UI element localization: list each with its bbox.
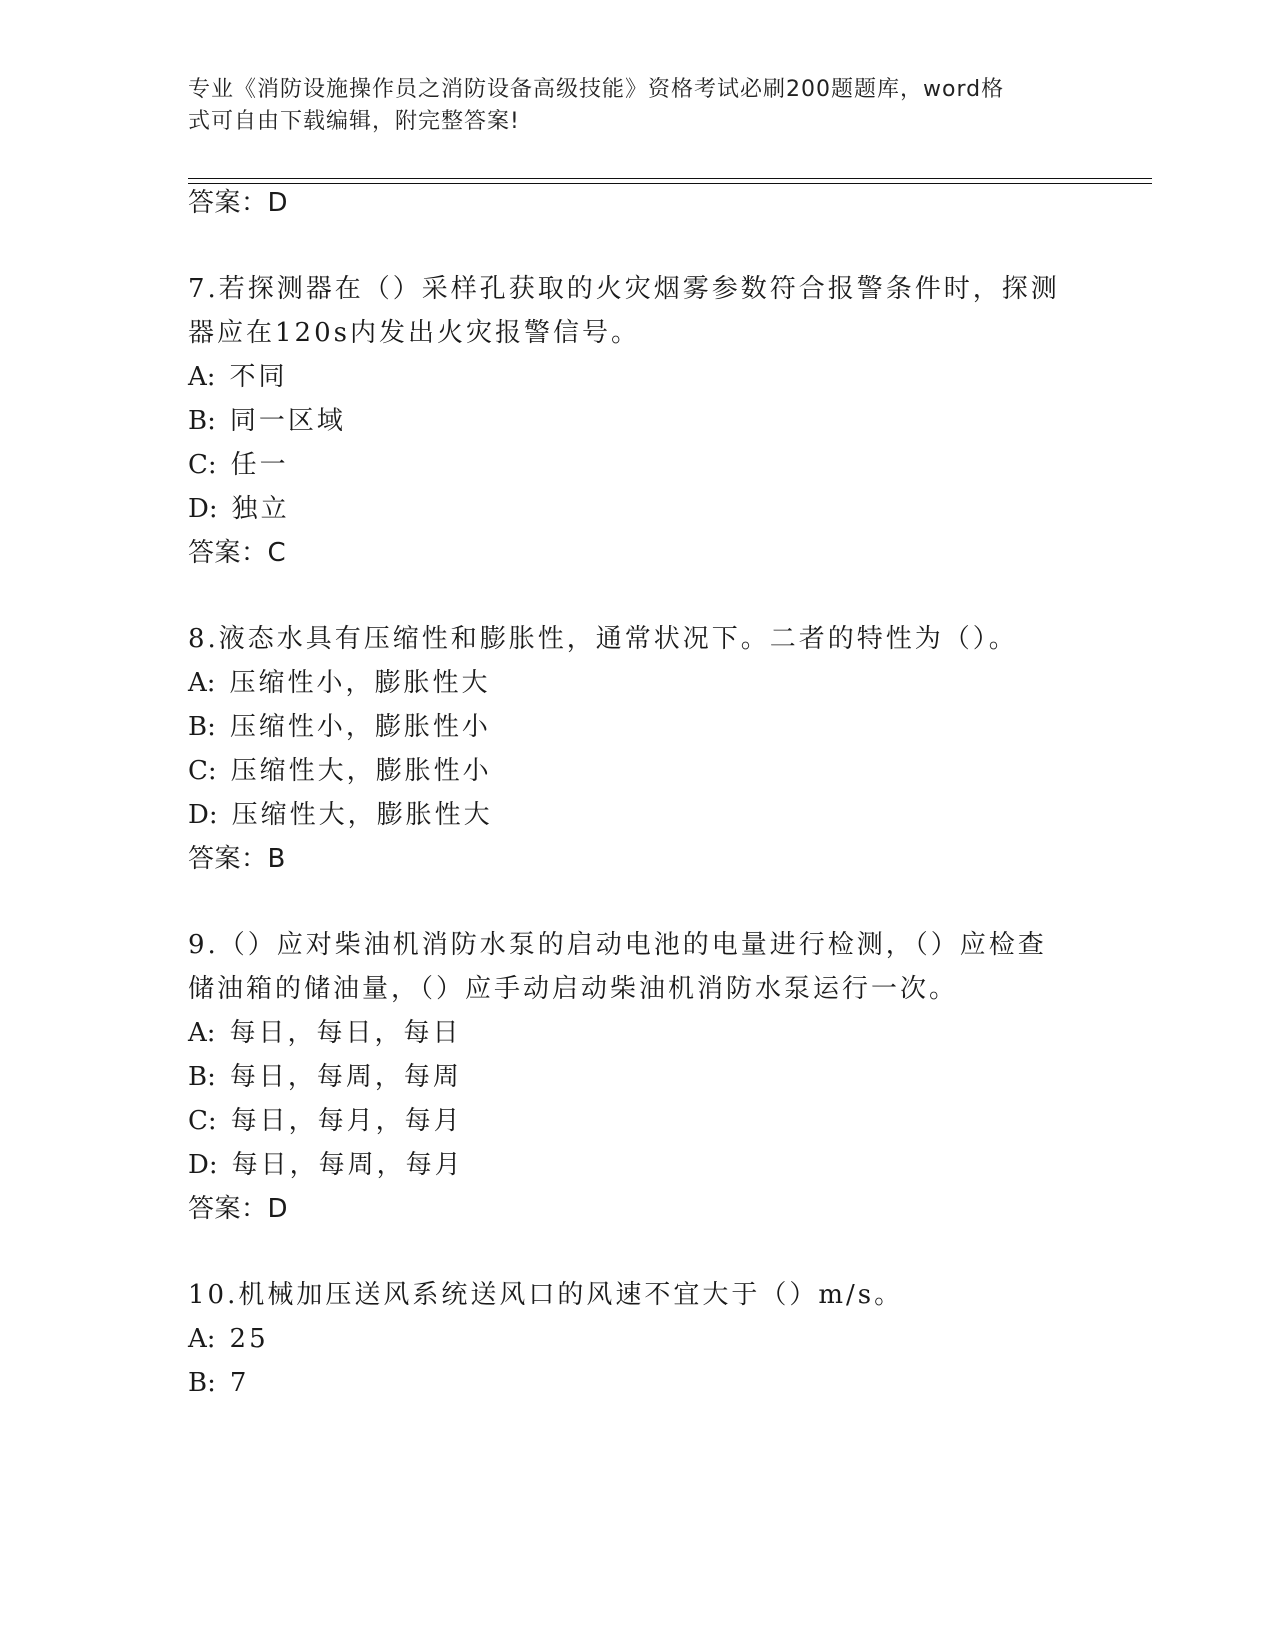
option-letter: C: bbox=[188, 756, 217, 786]
question-10-stem-line-1: 10.机械加压送风系统送风口的风速不宜大于（）m/s。 bbox=[188, 1280, 904, 1310]
question-9-answer: 答案：D bbox=[188, 1194, 289, 1224]
option-text: 每日，每月，每月 bbox=[230, 1106, 463, 1136]
option-letter: A: bbox=[188, 362, 216, 392]
option-text: 25 bbox=[229, 1324, 269, 1354]
option-text: 同一区域 bbox=[229, 406, 346, 436]
question-8-answer: 答案：B bbox=[188, 844, 286, 874]
option-letter: B: bbox=[188, 1062, 216, 1092]
question-9-option-b bbox=[188, 1060, 462, 1094]
question-7-stem-line-2: 器应在120s内发出火灾报警信号。 bbox=[188, 318, 640, 348]
question-8-stem-line-1: 8.液态水具有压缩性和膨胀性，通常状况下。二者的特性为（）。 bbox=[188, 624, 1018, 654]
option-text: 7 bbox=[229, 1368, 250, 1398]
option-text: 压缩性大，膨胀性小 bbox=[230, 756, 492, 786]
option-text: 压缩性小，膨胀性大 bbox=[229, 668, 491, 698]
header-rule-top bbox=[188, 178, 1152, 179]
question-8-option-a bbox=[188, 666, 491, 700]
question-9-option-a bbox=[188, 1016, 462, 1050]
question-10-option-b bbox=[188, 1366, 249, 1400]
question-9-option-c bbox=[188, 1104, 463, 1138]
option-text: 压缩性大，膨胀性大 bbox=[231, 800, 493, 830]
question-7-option-c bbox=[188, 448, 289, 482]
question-9-stem-line-2: 储油箱的储油量，（）应手动启动柴油机消防水泵运行一次。 bbox=[188, 974, 959, 1004]
option-letter: D: bbox=[188, 800, 218, 830]
option-letter: C: bbox=[188, 1106, 217, 1136]
document-header bbox=[188, 74, 1068, 138]
option-letter: D: bbox=[188, 494, 218, 524]
option-letter: A: bbox=[188, 668, 216, 698]
previous-answer: 答案：D bbox=[188, 188, 289, 218]
question-7-answer: 答案：C bbox=[188, 538, 287, 568]
option-letter: B: bbox=[188, 1368, 216, 1398]
question-7-option-a bbox=[188, 360, 288, 394]
option-letter: A: bbox=[188, 1324, 216, 1354]
header-rule-bottom bbox=[188, 183, 1152, 184]
option-letter: B: bbox=[188, 712, 216, 742]
option-text: 每日，每周，每月 bbox=[231, 1150, 464, 1180]
question-7-option-d bbox=[188, 492, 290, 526]
header-line-2: 式可自由下载编辑，附完整答案! bbox=[188, 109, 520, 134]
question-10-option-a bbox=[188, 1322, 269, 1356]
option-letter: C: bbox=[188, 450, 217, 480]
question-8-option-d bbox=[188, 798, 493, 832]
option-text: 任一 bbox=[230, 450, 289, 480]
header-line-1: 专业《消防设施操作员之消防设备高级技能》资格考试必刷200题题库，word格 bbox=[188, 77, 1005, 102]
option-letter: A: bbox=[188, 1018, 216, 1048]
option-text: 每日，每周，每周 bbox=[229, 1062, 462, 1092]
option-text: 独立 bbox=[231, 494, 290, 524]
question-7-stem-line-1: 7.若探测器在（）采样孔获取的火灾烟雾参数符合报警条件时，探测 bbox=[188, 274, 1060, 304]
question-8-option-b bbox=[188, 710, 491, 744]
option-letter: B: bbox=[188, 406, 216, 436]
option-letter: D: bbox=[188, 1150, 218, 1180]
option-text: 不同 bbox=[229, 362, 288, 392]
option-text: 每日，每日，每日 bbox=[229, 1018, 462, 1048]
question-9-stem-line-1: 9.（）应对柴油机消防水泵的启动电池的电量进行检测，（）应检查 bbox=[188, 930, 1047, 960]
option-text: 压缩性小，膨胀性小 bbox=[229, 712, 491, 742]
question-9-option-d bbox=[188, 1148, 464, 1182]
question-7-option-b bbox=[188, 404, 346, 438]
question-8-option-c bbox=[188, 754, 492, 788]
